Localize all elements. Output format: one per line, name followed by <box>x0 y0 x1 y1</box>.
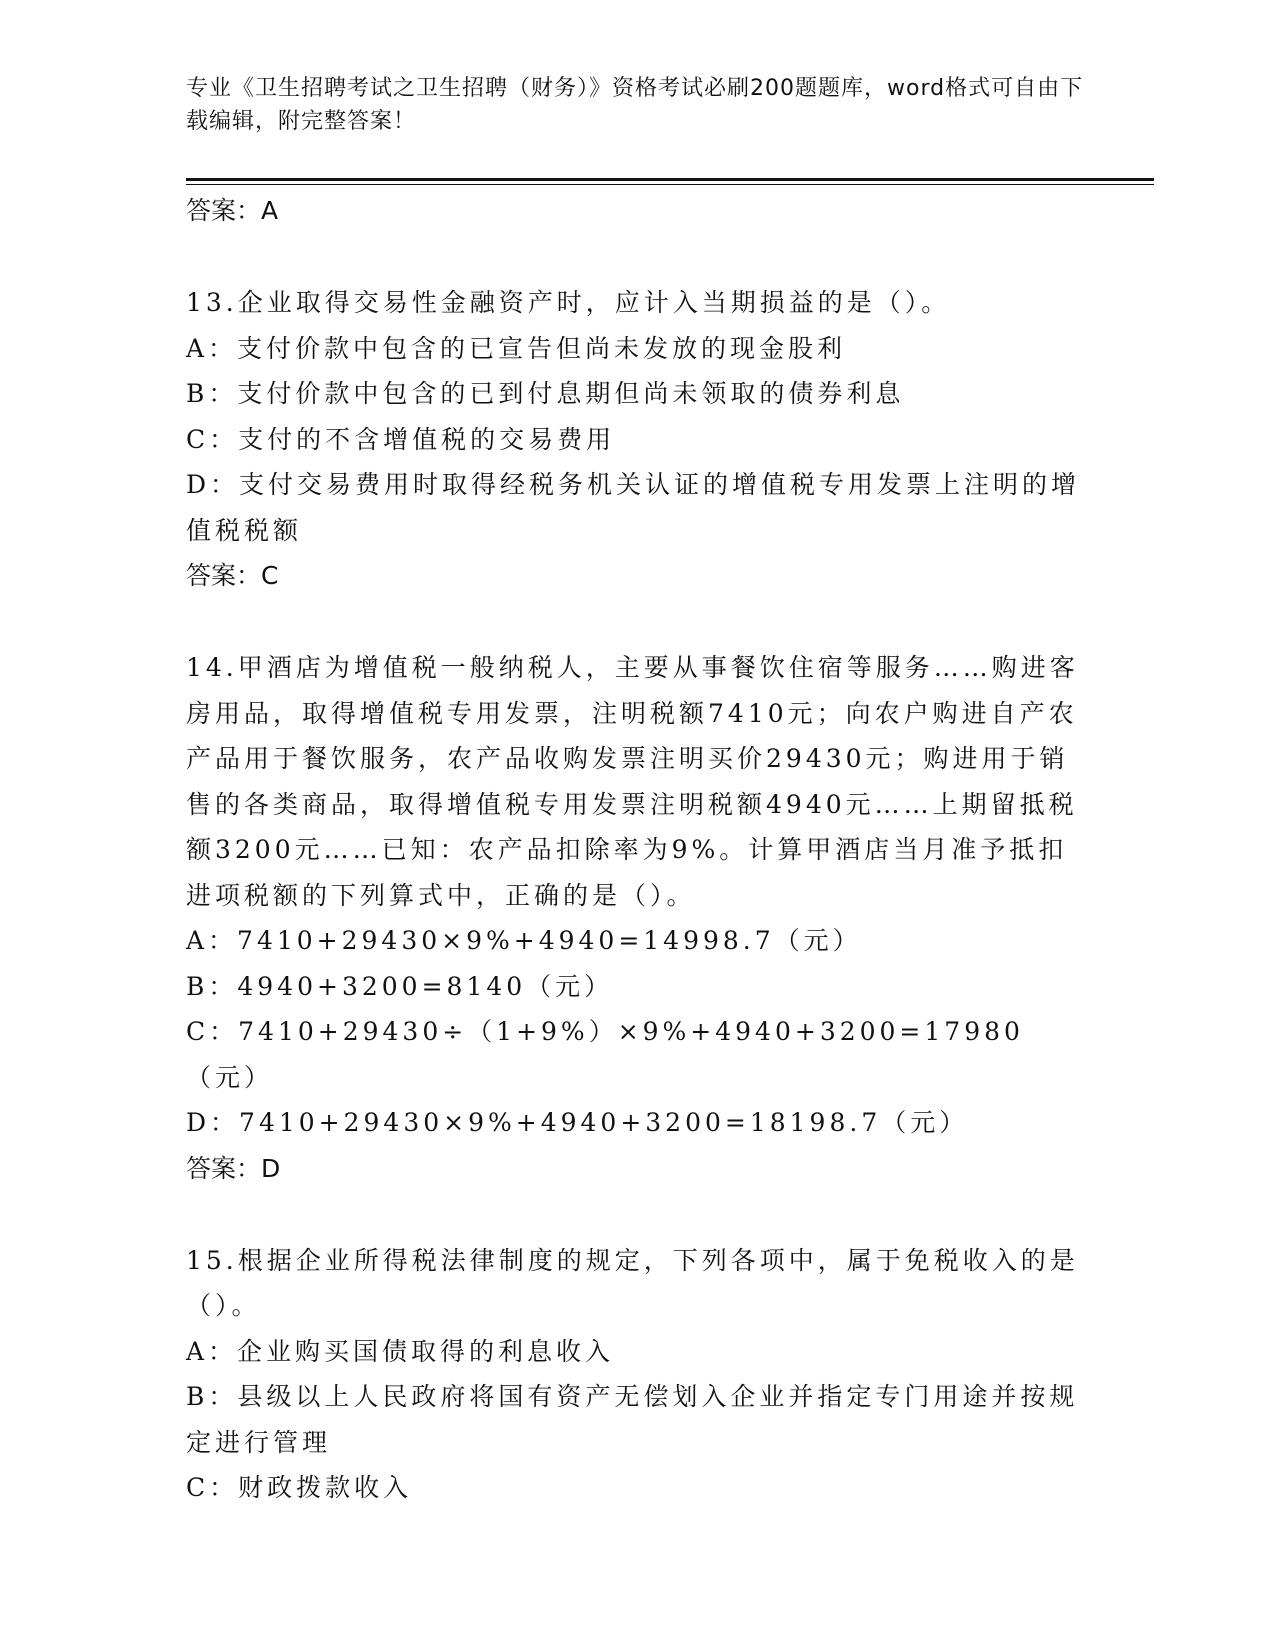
answer-label: 答案：A <box>186 196 279 225</box>
option-a: A：支付价款中包含的已宣告但尚未发放的现金股利 <box>186 333 847 363</box>
page-header <box>186 72 1086 138</box>
spacer <box>186 1192 1086 1238</box>
option-b: B：4940+3200=8140（元） <box>186 971 614 1001</box>
option-c: C：7410+29430÷（1+9%）×9%+4940+3200=17980（元） <box>186 1017 1024 1092</box>
option-b: B：支付价款中包含的已到付息期但尚未领取的债券利息 <box>186 379 905 408</box>
option-c: C：财政拨款收入 <box>186 1473 413 1502</box>
question-stem: 15.根据企业所得税法律制度的规定，下列各项中，属于免税收入的是（）。 <box>186 1245 1079 1320</box>
question-13 <box>186 280 1086 599</box>
option-a: A：企业购买国债取得的利息收入 <box>186 1336 615 1366</box>
question-15 <box>186 1238 1086 1511</box>
question-content <box>186 188 1086 1511</box>
option-b: B：县级以上人民政府将国有资产无偿划入企业并指定专门用途并按规定进行管理 <box>186 1382 1079 1457</box>
spacer <box>186 234 1086 280</box>
header-rule-thin <box>186 184 1154 185</box>
spacer <box>186 599 1086 645</box>
option-c: C：支付的不含增值税的交易费用 <box>186 424 616 454</box>
question-stem: 13.企业取得交易性金融资产时，应计入当期损益的是（）。 <box>186 288 951 317</box>
option-a: A：7410+29430×9%+4940=14998.7（元） <box>186 926 862 955</box>
header-text: 专业《卫生招聘考试之卫生招聘（财务）》资格考试必刷200题题库，word格式可自由下载编辑，附完整答案！ <box>186 76 1084 134</box>
answer-label: 答案：D <box>186 1153 281 1183</box>
question-stem: 14.甲酒店为增值税一般纳税人，主要从事餐饮住宿等服务……购进客房用品，取得增值税专用发票，注明税额7410元；向农户购进自产农产品用于餐饮服务，农产品收购发票注明买价29430元；购进用于销售的各类商品，取得增值税专用发票注明税额4940元……上期留抵税额3200元……已知：农产品扣除率为9%。计算甲酒店当月准予抵扣进项税额的下列算式中，正确的是（）。 <box>186 653 1079 910</box>
option-d: D：支付交易费用时取得经税务机关认证的增值税专用发票上注明的增值税税额 <box>186 470 1081 545</box>
header-rule-thick <box>186 178 1154 181</box>
answer-label: 答案：C <box>186 561 279 590</box>
option-d: D：7410+29430×9%+4940+3200=18198.7（元） <box>186 1108 969 1137</box>
question-14 <box>186 645 1086 1192</box>
